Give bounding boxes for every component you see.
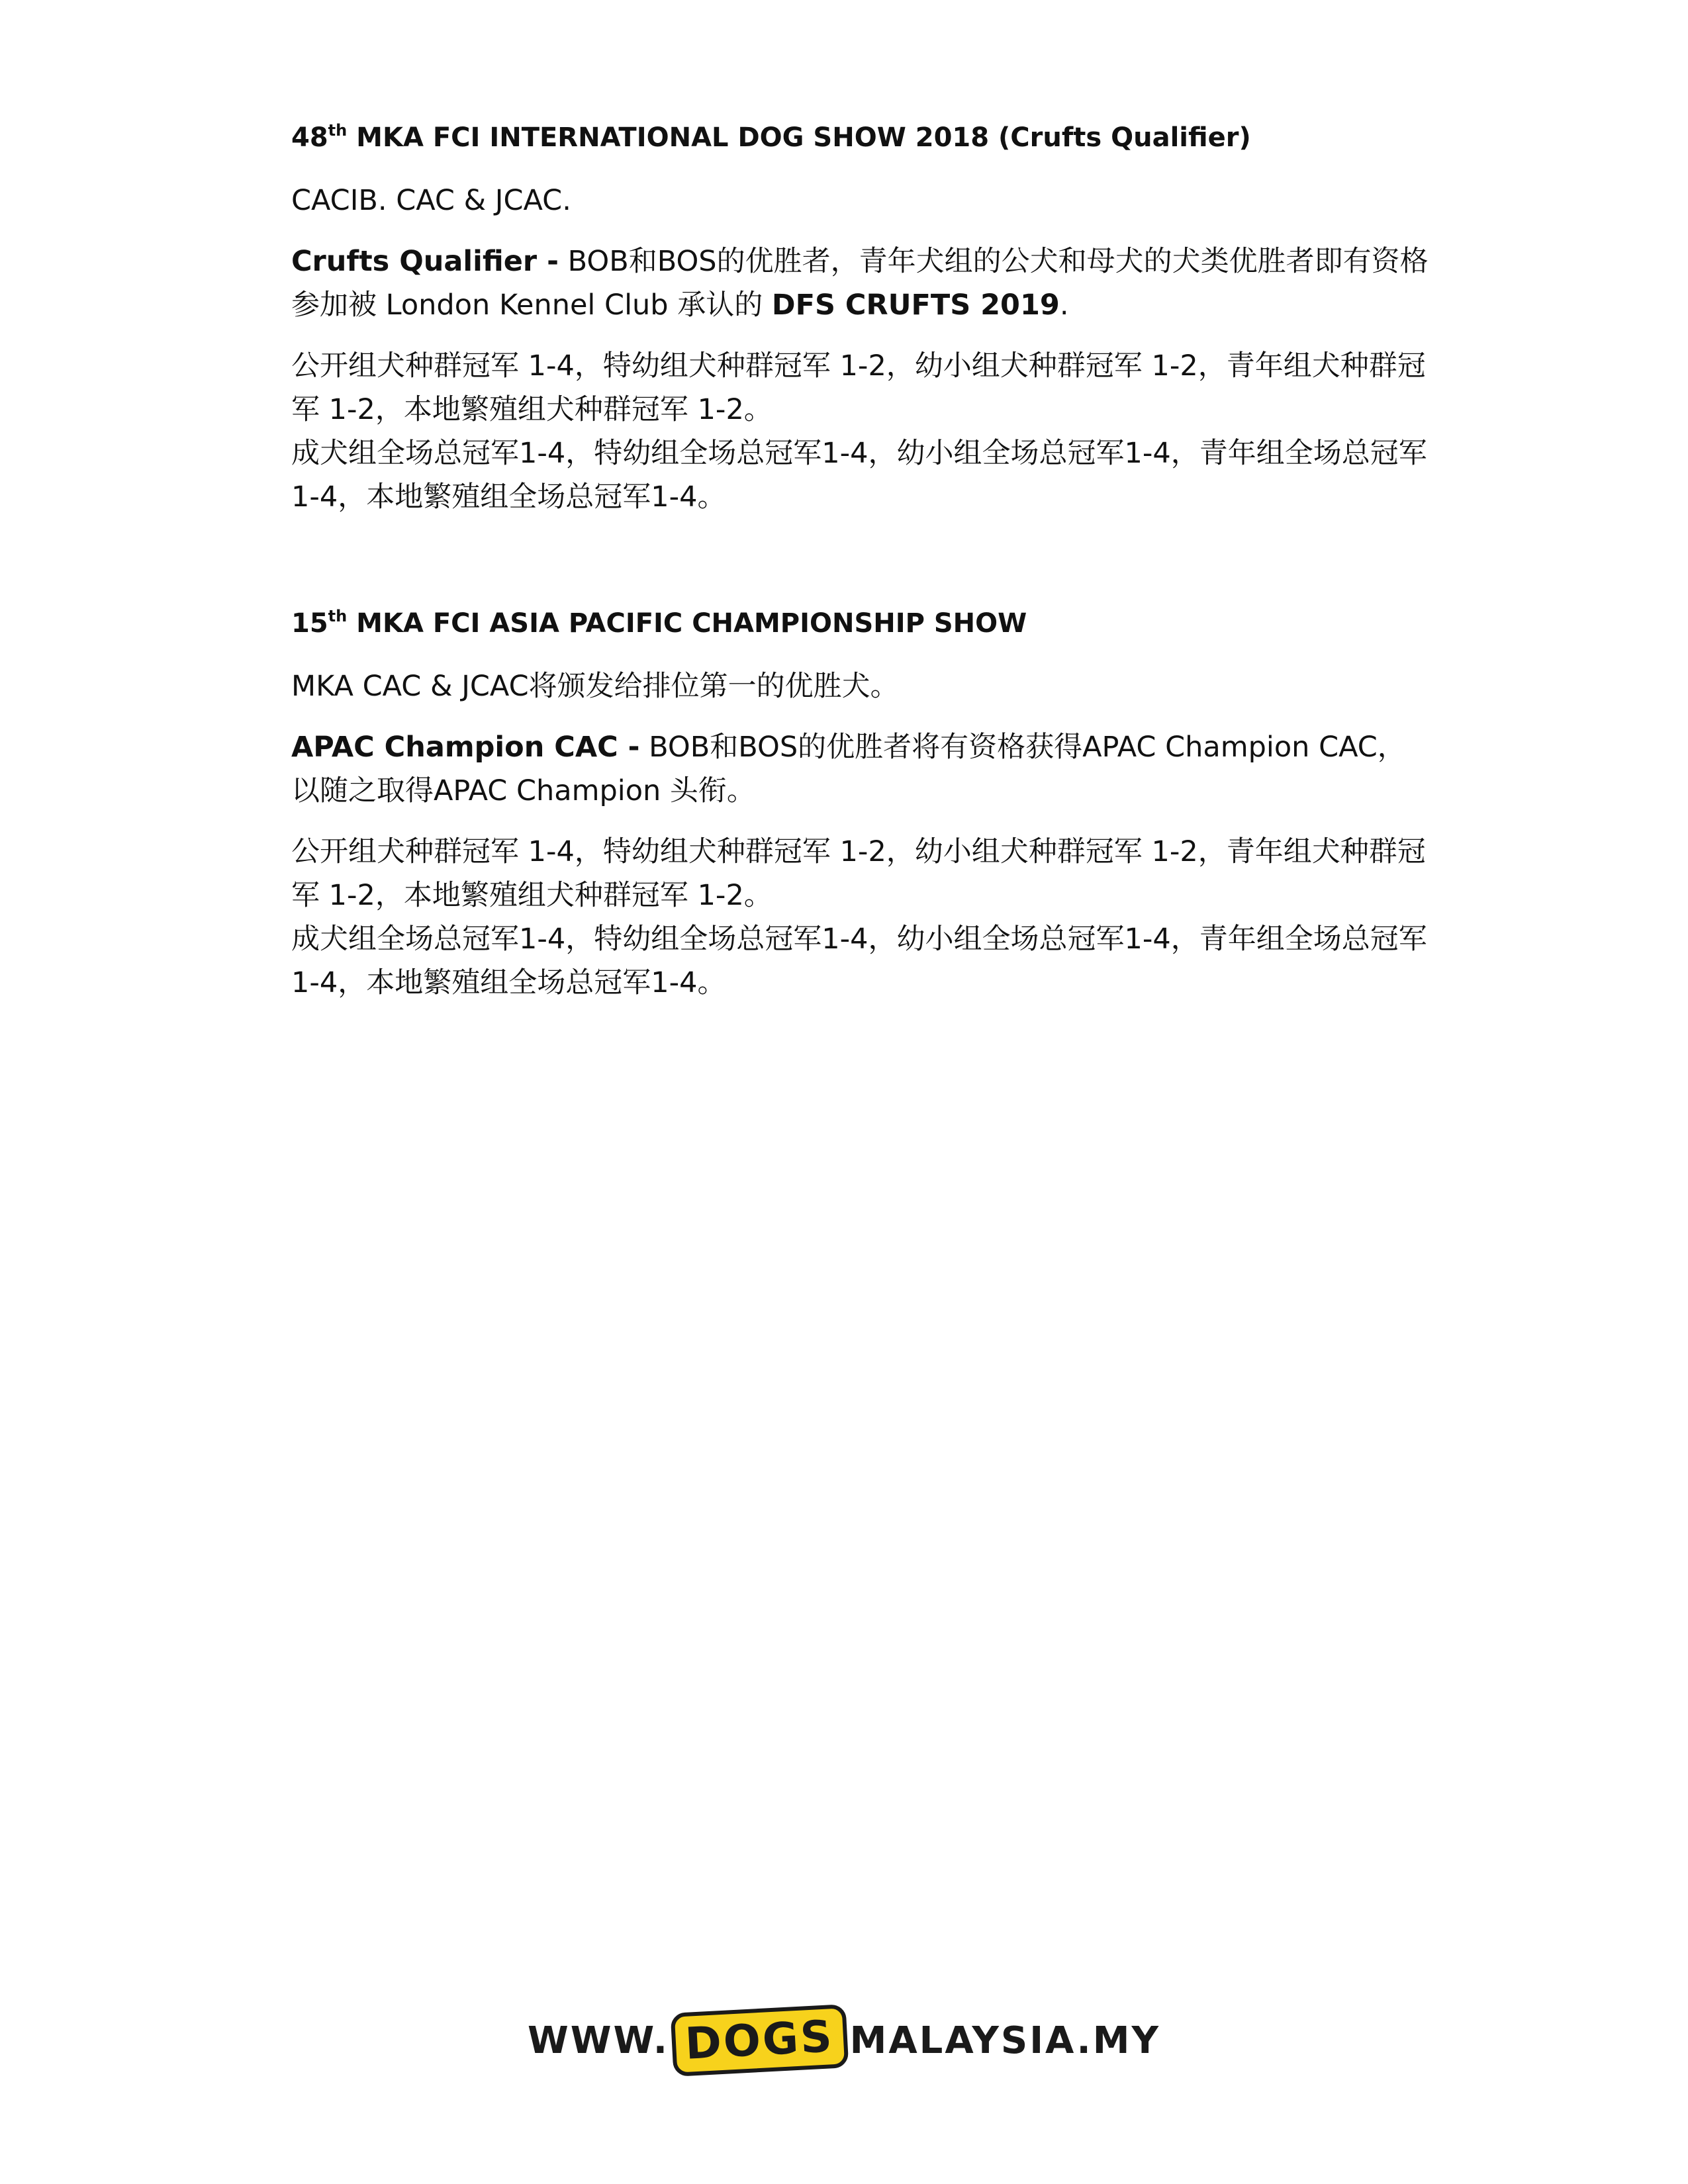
section-international-show xyxy=(291,119,1430,519)
apac-label: APAC Champion CAC - xyxy=(291,731,640,764)
title-ordinal: th xyxy=(328,121,348,140)
group-champions-paragraph: 公开组犬种群冠军 1-4，特幼组犬种群冠军 1-2，幼小组犬种群冠军 1-2，青年组犬种群冠军 1-2，本地繁殖组犬种群冠军 1-2。 xyxy=(291,835,1426,912)
logo-brand: DOGS xyxy=(671,2004,849,2077)
apac-text: BOB和BOS的优胜者将有资格获得APAC Champion CAC，以随之取得APAC Champion 头衔。 xyxy=(291,731,1406,807)
title-ordinal: th xyxy=(328,607,348,625)
crufts-text: BOB和BOS的优胜者，青年犬组的公犬和母犬的犬类优胜者即有资格参加被 London Kennel Club 承认的 xyxy=(291,245,1429,322)
section-title xyxy=(291,605,1430,642)
section-asia-pacific-show xyxy=(291,605,1430,1005)
apac-champion-paragraph xyxy=(291,725,1430,813)
logo-suffix: MALAYSIA.MY xyxy=(849,2019,1160,2062)
cert-line: MKA CAC & JCAC将颁发给排位第一的优胜犬。 xyxy=(291,670,899,703)
title-text: MKA FCI INTERNATIONAL DOG SHOW 2018 (Crufts Qualifier) xyxy=(347,122,1251,153)
crufts-label: Crufts Qualifier - xyxy=(291,245,559,278)
title-text: MKA FCI ASIA PACIFIC CHAMPIONSHIP SHOW xyxy=(347,608,1027,639)
title-number: 15 xyxy=(291,608,328,639)
title-number: 48 xyxy=(291,122,328,153)
site-logo xyxy=(528,2009,1160,2072)
best-in-show-paragraph: 成犬组全场总冠军1-4，特幼组全场总冠军1-4，幼小组全场总冠军1-4，青年组全场总冠军1-4，本地繁殖组全场总冠军1-4。 xyxy=(291,437,1427,514)
crufts-event: DFS CRUFTS 2019 xyxy=(771,289,1060,322)
crufts-end: . xyxy=(1059,289,1069,322)
logo-prefix: WWW. xyxy=(527,2019,669,2062)
best-in-show-paragraph: 成犬组全场总冠军1-4，特幼组全场总冠军1-4，幼小组全场总冠军1-4，青年组全场总冠军1-4，本地繁殖组全场总冠军1-4。 xyxy=(291,923,1427,999)
crufts-qualifier-paragraph xyxy=(291,240,1430,327)
document-page xyxy=(291,119,1430,1005)
section-title xyxy=(291,119,1430,156)
group-champions-paragraph: 公开组犬种群冠军 1-4，特幼组犬种群冠军 1-2，幼小组犬种群冠军 1-2，青年组犬种群冠军 1-2，本地繁殖组犬种群冠军 1-2。 xyxy=(291,349,1426,426)
footer xyxy=(0,2009,1688,2072)
cert-line: CACIB. CAC & JCAC. xyxy=(291,184,571,217)
